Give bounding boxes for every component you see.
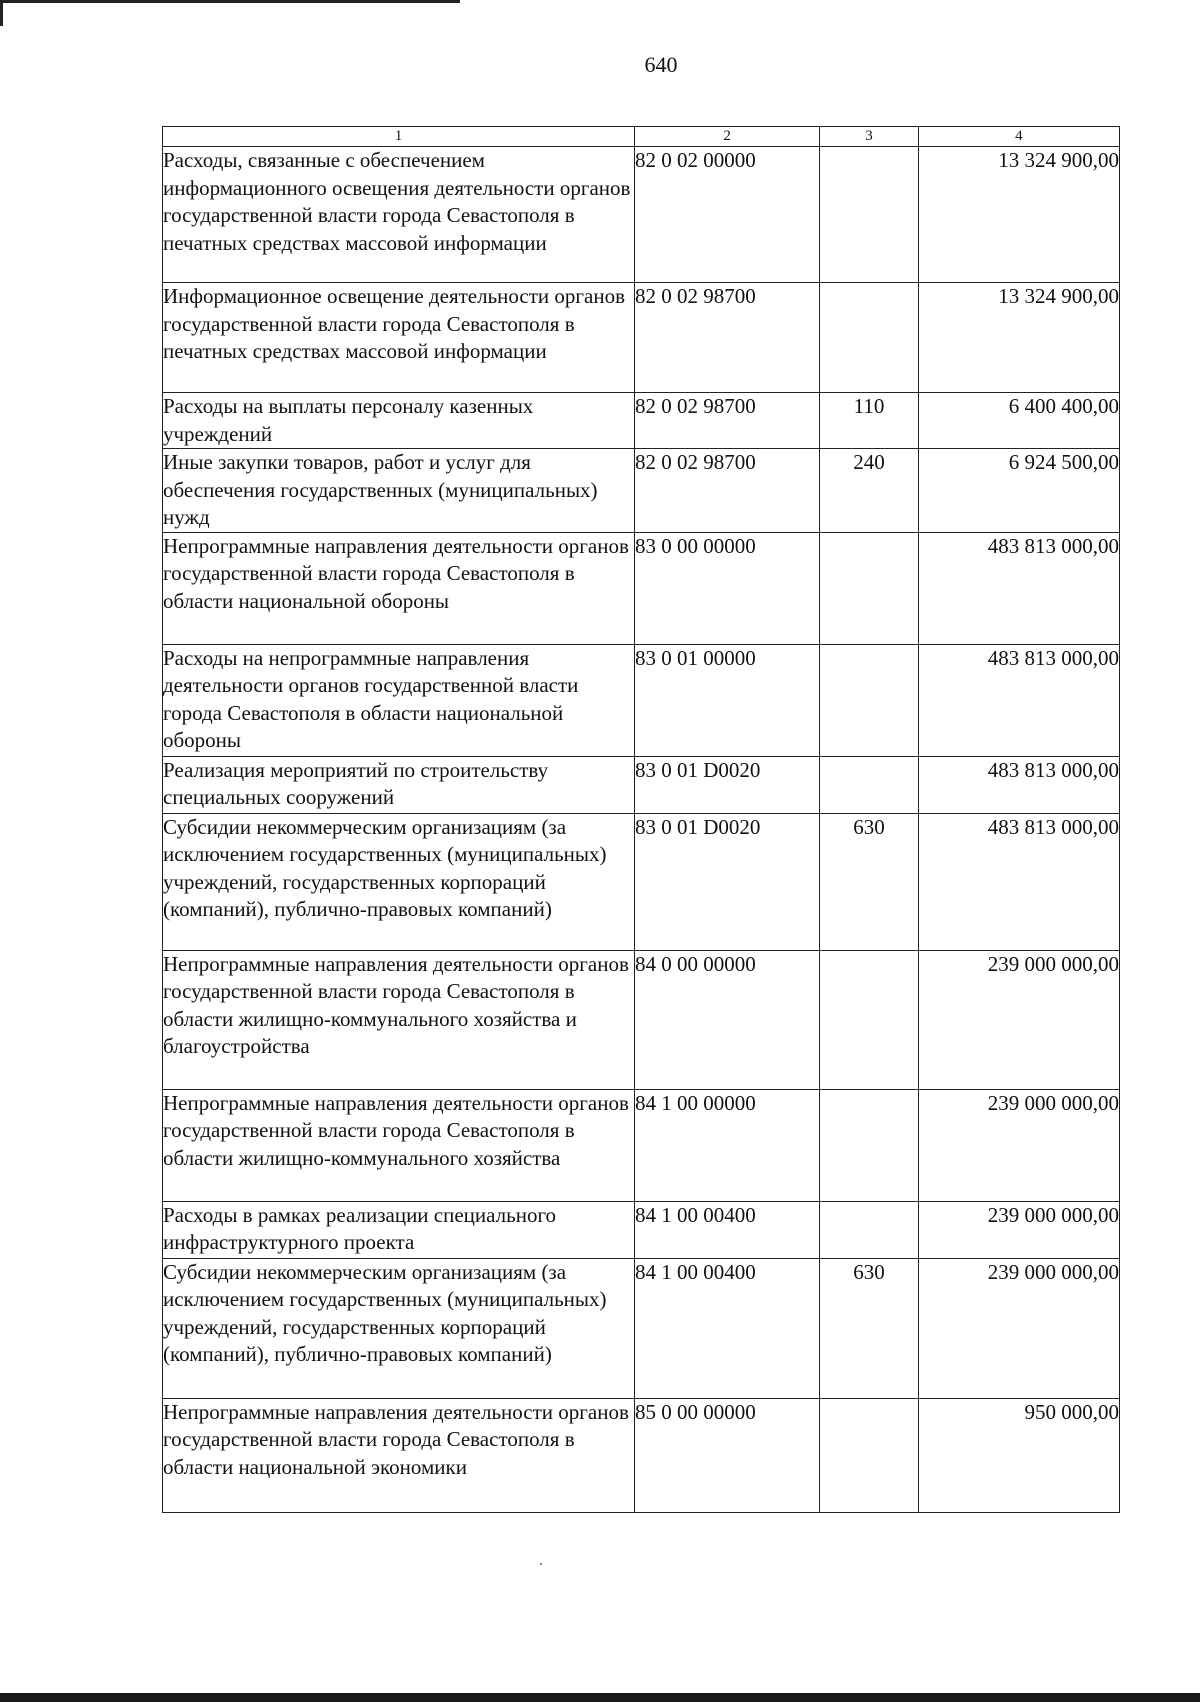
- row-expense-type: [820, 950, 918, 1089]
- row-sum: 239 000 000,00: [918, 950, 1119, 1089]
- scan-edge-bottom: [0, 1693, 1200, 1702]
- table-row: [163, 1201, 1120, 1258]
- scan-speck: [540, 1563, 542, 1565]
- row-name: Расходы на выплаты персоналу казенных учреждений: [163, 393, 635, 449]
- row-expense-type: [820, 1089, 918, 1201]
- scan-edge-top: [0, 0, 460, 3]
- table-row: [163, 1258, 1120, 1398]
- row-expense-type: 630: [820, 1258, 918, 1398]
- table-row: [163, 950, 1120, 1089]
- row-name: Иные закупки товаров, работ и услуг для обеспечения государственных (муниципальных) нужд: [163, 449, 635, 533]
- row-name: Расходы на непрограммные направления деятельности органов государственной власти города Севастополя в области национальной обороны: [163, 644, 635, 756]
- row-expense-type: [820, 756, 918, 813]
- row-code: 82 0 02 98700: [634, 393, 819, 449]
- row-sum: 13 324 900,00: [918, 283, 1119, 393]
- row-sum: 239 000 000,00: [918, 1258, 1119, 1398]
- row-expense-type: [820, 1398, 918, 1512]
- row-code: 83 0 01 00000: [634, 644, 819, 756]
- row-sum: 6 924 500,00: [918, 449, 1119, 533]
- row-sum: 483 813 000,00: [918, 756, 1119, 813]
- table-row: [163, 813, 1120, 950]
- row-name: Субсидии некоммерческим организациям (за исключением государственных (муниципальных) учреждений, государственных корпораций (компаний), публично-правовых компаний): [163, 813, 635, 950]
- table-row: [163, 283, 1120, 393]
- row-name: Непрограммные направления деятельности органов государственной власти города Севастополя в области национальной экономики: [163, 1398, 635, 1512]
- row-sum: 6 400 400,00: [918, 393, 1119, 449]
- row-expense-type: [820, 532, 918, 644]
- table-row: [163, 532, 1120, 644]
- row-code: 83 0 01 D0020: [634, 756, 819, 813]
- header-col-2: 2: [634, 127, 819, 147]
- row-sum: 483 813 000,00: [918, 644, 1119, 756]
- row-code: 85 0 00 00000: [634, 1398, 819, 1512]
- table-row: [163, 1089, 1120, 1201]
- row-sum: 483 813 000,00: [918, 532, 1119, 644]
- table-row: [163, 756, 1120, 813]
- header-col-1: 1: [163, 127, 635, 147]
- row-code: 84 1 00 00000: [634, 1089, 819, 1201]
- row-expense-type: [820, 644, 918, 756]
- row-expense-type: 630: [820, 813, 918, 950]
- table-row: [163, 644, 1120, 756]
- row-code: 84 0 00 00000: [634, 950, 819, 1089]
- row-name: Субсидии некоммерческим организациям (за исключением государственных (муниципальных) учреждений, государственных корпораций (компаний), публично-правовых компаний): [163, 1258, 635, 1398]
- budget-table: [162, 126, 1120, 1513]
- row-sum: 483 813 000,00: [918, 813, 1119, 950]
- row-expense-type: 240: [820, 449, 918, 533]
- row-name: Расходы в рамках реализации специального инфраструктурного проекта: [163, 1201, 635, 1258]
- row-code: 84 1 00 00400: [634, 1258, 819, 1398]
- row-name: Непрограммные направления деятельности органов государственной власти города Севастополя в области жилищно-коммунального хозяйства: [163, 1089, 635, 1201]
- table-row: [163, 147, 1120, 283]
- row-code: 83 0 01 D0020: [634, 813, 819, 950]
- row-expense-type: [820, 1201, 918, 1258]
- header-col-3: 3: [820, 127, 918, 147]
- row-name: Информационное освещение деятельности органов государственной власти города Севастополя в печатных средствах массовой информации: [163, 283, 635, 393]
- row-expense-type: 110: [820, 393, 918, 449]
- row-name: Расходы, связанные с обеспечением информационного освещения деятельности органов государственной власти города Севастополя в печатных средствах массовой информации: [163, 147, 635, 283]
- row-sum: 950 000,00: [918, 1398, 1119, 1512]
- row-expense-type: [820, 283, 918, 393]
- table-header-row: [163, 127, 1120, 147]
- row-name: Непрограммные направления деятельности органов государственной власти города Севастополя в области национальной обороны: [163, 532, 635, 644]
- row-expense-type: [820, 147, 918, 283]
- scan-edge-left: [0, 0, 3, 26]
- row-code: 82 0 02 98700: [634, 449, 819, 533]
- header-col-4: 4: [918, 127, 1119, 147]
- table-row: [163, 1398, 1120, 1512]
- page-number: 640: [644, 52, 678, 77]
- row-sum: 239 000 000,00: [918, 1201, 1119, 1258]
- row-code: 82 0 02 98700: [634, 283, 819, 393]
- row-code: 82 0 02 00000: [634, 147, 819, 283]
- row-code: 83 0 00 00000: [634, 532, 819, 644]
- row-name: Непрограммные направления деятельности органов государственной власти города Севастополя в области жилищно-коммунального хозяйства и благоустройства: [163, 950, 635, 1089]
- table-row: [163, 393, 1120, 449]
- row-code: 84 1 00 00400: [634, 1201, 819, 1258]
- row-sum: 13 324 900,00: [918, 147, 1119, 283]
- row-sum: 239 000 000,00: [918, 1089, 1119, 1201]
- table-row: [163, 449, 1120, 533]
- row-name: Реализация мероприятий по строительству специальных сооружений: [163, 756, 635, 813]
